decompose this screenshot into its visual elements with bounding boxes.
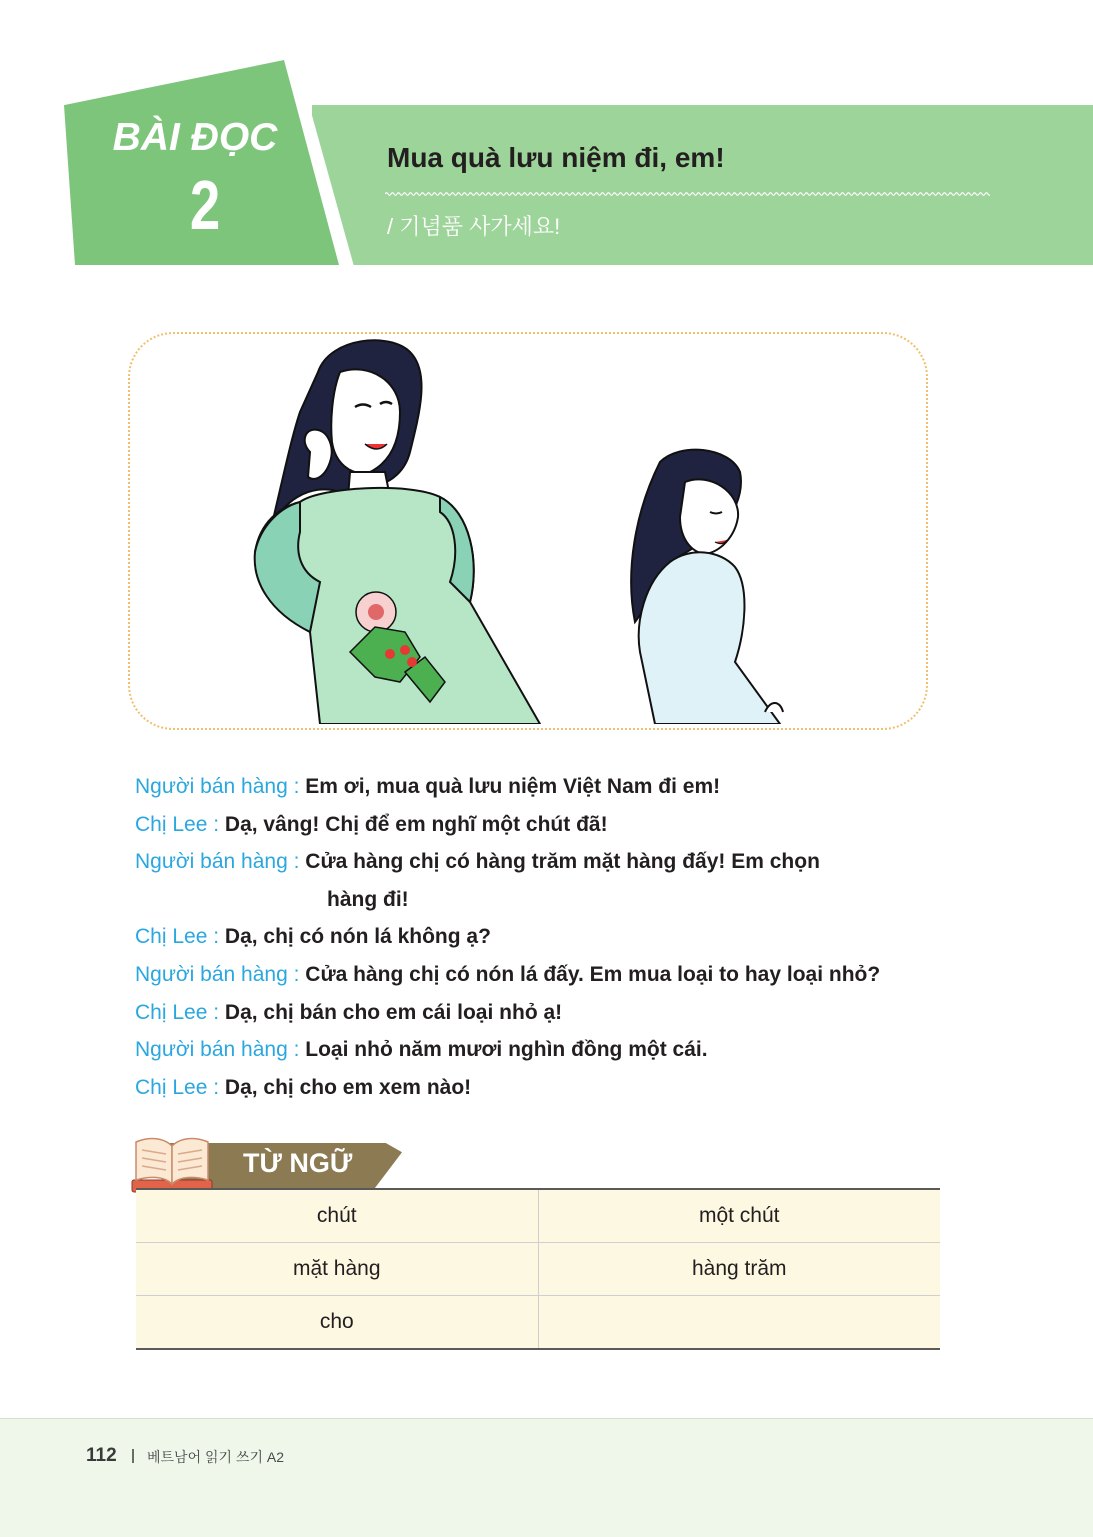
vocab-cell bbox=[538, 1296, 940, 1350]
dialogue-line bbox=[135, 918, 955, 956]
badge-label: BÀI ĐỌC bbox=[112, 116, 278, 159]
vocab-cell: mặt hàng bbox=[136, 1243, 538, 1296]
header-bar bbox=[312, 105, 1093, 265]
dialogue-line bbox=[135, 806, 955, 844]
speech-text: Cửa hàng chị có nón lá đấy. Em mua loại to hay loại nhỏ? bbox=[305, 962, 881, 986]
speech-text: Em ơi, mua quà lưu niệm Việt Nam đi em! bbox=[305, 775, 721, 798]
vocab-table bbox=[136, 1188, 940, 1350]
table-row bbox=[136, 1243, 940, 1296]
dialogue-line bbox=[135, 1031, 955, 1069]
speech-text: Loại nhỏ năm mươi nghìn đồng một cái. bbox=[305, 1038, 708, 1062]
speech-text: Cửa hàng chị có hàng trăm mặt hàng đấy! Em chọn bbox=[305, 850, 820, 874]
page-title: Mua quà lưu niệm đi, em! bbox=[387, 142, 725, 173]
dialogue-line bbox=[135, 768, 955, 806]
title-wavy-rule bbox=[385, 191, 990, 197]
vocab-title: TỪ NGỮ bbox=[243, 1148, 353, 1178]
dialogue bbox=[135, 768, 955, 1106]
speaker-label: Người bán hàng : bbox=[135, 1038, 300, 1062]
dialogue-line bbox=[135, 956, 955, 994]
speech-text: Dạ, chị cho em xem nào! bbox=[224, 1075, 472, 1099]
seller-figure bbox=[255, 340, 540, 724]
book-title: 베트남어 읽기 쓰기 A2 bbox=[147, 1449, 284, 1465]
speaker-label: Người bán hàng : bbox=[135, 850, 300, 874]
speech-text: Dạ, vâng! Chị để em nghĩ một chút đã! bbox=[224, 812, 608, 836]
illustration-two-women-ao-dai bbox=[240, 332, 860, 724]
speaker-label: Người bán hàng : bbox=[135, 775, 300, 798]
dialogue-continuation bbox=[135, 881, 955, 919]
dialogue-line bbox=[135, 1069, 955, 1107]
speaker-label: Chị Lee : bbox=[135, 1000, 220, 1024]
speech-text-continuation: hàng đi! bbox=[327, 887, 409, 911]
vocab-cell: một chút bbox=[538, 1189, 940, 1243]
speaker-label: Chị Lee : bbox=[135, 1075, 220, 1099]
speaker-label: Chị Lee : bbox=[135, 925, 220, 949]
speech-text: Dạ, chị bán cho em cái loại nhỏ ạ! bbox=[224, 1000, 563, 1024]
vocab-cell: hàng trăm bbox=[538, 1243, 940, 1296]
vocab-cell: chút bbox=[316, 1204, 357, 1227]
badge-number: 2 bbox=[189, 166, 221, 244]
page-number: 112 bbox=[86, 1445, 117, 1466]
speech-text: Dạ, chị có nón lá không ạ? bbox=[224, 925, 491, 949]
page-footer bbox=[0, 1418, 1093, 1537]
dialogue-line bbox=[135, 843, 955, 881]
footer-separator bbox=[132, 1449, 134, 1463]
speaker-label: Người bán hàng : bbox=[135, 962, 300, 986]
page-subtitle: / 기념품 사가세요! bbox=[387, 214, 561, 239]
dialogue-line bbox=[135, 994, 955, 1032]
table-row bbox=[136, 1189, 940, 1243]
vocab-cell: cho bbox=[136, 1296, 538, 1350]
table-row bbox=[136, 1296, 940, 1350]
customer-figure bbox=[631, 450, 783, 724]
speaker-label: Chị Lee : bbox=[135, 812, 220, 836]
